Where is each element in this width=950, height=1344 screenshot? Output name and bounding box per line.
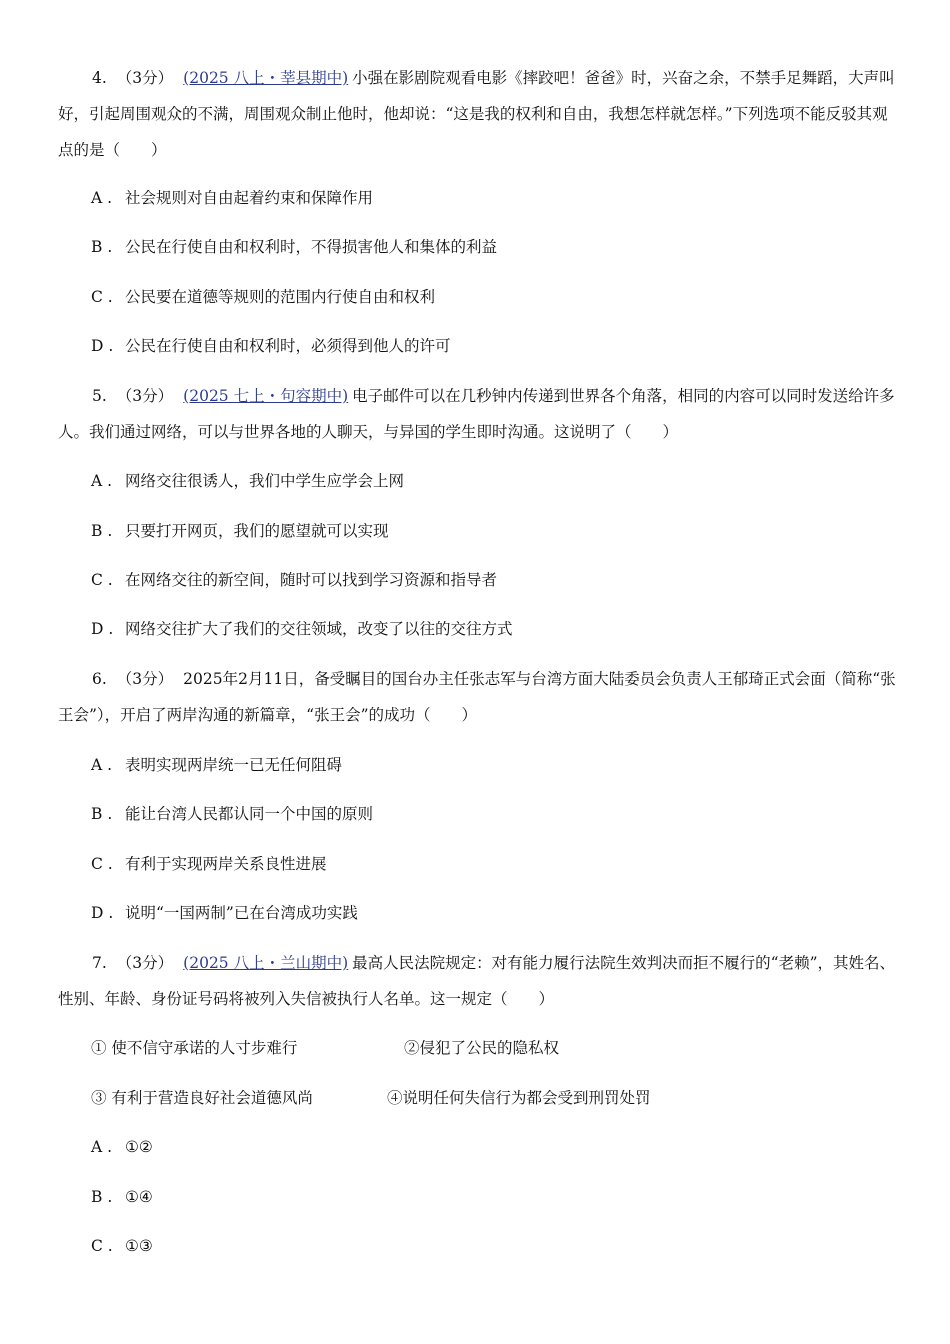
option-letter: B . [91,238,113,256]
option-text: ①② [125,1138,153,1156]
option-letter: B . [91,1188,113,1206]
statement-3: ③ 有利于营造良好社会道德风尚 [91,1089,313,1107]
option-c [91,286,435,308]
option-b [91,803,373,825]
question-6-stem [58,661,903,733]
option-letter: C . [91,288,113,306]
statement-row-1 [91,1037,559,1059]
option-letter: A . [91,189,113,207]
question-source-link[interactable]: (2025 八上・莘县期中) [183,69,349,87]
option-text: 公民要在道德等规则的范围内行使自由和权利 [125,288,436,306]
option-a [91,1136,153,1158]
question-text: 电子邮件可以在几秒钟内传递到世界各个角落，相同的内容可以同时发送给许多人。我们通过网络，可以与世界各地的人聊天，与异国的学生即时沟通。这说明了（ ） [58,387,895,441]
option-text: 网络交往很诱人，我们中学生应学会上网 [125,472,405,490]
question-source-link[interactable]: (2025 八上・兰山期中) [183,954,349,972]
question-number: 5. [92,387,107,405]
question-number: 6. [92,670,107,688]
option-d [91,902,358,924]
option-letter: C . [91,1237,113,1255]
question-score: （3分） [116,670,174,688]
option-b [91,236,497,258]
option-letter: A . [91,472,113,490]
option-text: 表明实现两岸统一已无任何阻碍 [125,756,343,774]
option-text: 网络交往扩大了我们的交往领域，改变了以往的交往方式 [125,620,513,638]
statement-1: ① 使不信守承诺的人寸步难行 [91,1039,298,1057]
option-text: 说明“一国两制”已在台湾成功实践 [125,904,358,922]
option-text: ①④ [125,1188,153,1206]
option-a [91,187,373,209]
option-letter: D . [91,337,114,355]
option-letter: B . [91,805,113,823]
question-score: （3分） [116,954,174,972]
option-b [91,1186,153,1208]
statement-2: ②侵犯了公民的隐私权 [404,1039,560,1057]
option-a [91,470,404,492]
option-letter: C . [91,571,113,589]
option-d [91,618,513,640]
option-c [91,569,497,591]
question-5-stem [58,378,903,450]
option-text: 社会规则对自由起着约束和保障作用 [125,189,374,207]
question-source-link[interactable]: (2025 七上・句容期中) [183,387,349,405]
option-letter: A . [91,756,113,774]
question-score: （3分） [116,387,174,405]
option-d [91,335,451,357]
option-letter: C . [91,855,113,873]
question-score: （3分） [116,69,174,87]
question-text: 小强在影剧院观看电影《摔跤吧！爸爸》时，兴奋之余，不禁手足舞蹈，大声叫好，引起周围观众的不满，周围观众制止他时，他却说：“这是我的权利和自由，我想怎样就怎样。”下列选项不能反驳其观点的是（ ） [58,69,895,159]
option-text: 公民在行使自由和权利时，不得损害他人和集体的利益 [125,238,498,256]
option-b [91,520,389,542]
statement-4: ④说明任何失信行为都会受到刑罚处罚 [387,1089,651,1107]
question-number: 4. [92,69,107,87]
option-text: ①③ [125,1237,153,1255]
option-text: 公民在行使自由和权利时，必须得到他人的许可 [125,337,451,355]
question-4-stem [58,60,903,168]
statement-row-2 [91,1087,651,1109]
option-a [91,754,342,776]
question-text: 最高人民法院规定：对有能力履行法院生效判决而拒不履行的“老赖”，其姓名、性别、年龄、身份证号码将被列入失信被执行人名单。这一规定（ ） [58,954,895,1008]
option-text: 能让台湾人民都认同一个中国的原则 [125,805,374,823]
option-letter: D . [91,904,114,922]
option-c [91,1235,153,1257]
question-text: 2025年2月11日，备受瞩目的国台办主任张志军与台湾方面大陆委员会负责人王郁琦正式会面（简称“张王会”），开启了两岸沟通的新篇章，“张王会”的成功（ ） [58,670,896,724]
option-letter: B . [91,522,113,540]
option-text: 有利于实现两岸关系良性进展 [125,855,327,873]
option-letter: D . [91,620,114,638]
option-text: 在网络交往的新空间，随时可以找到学习资源和指导者 [125,571,498,589]
option-text: 只要打开网页，我们的愿望就可以实现 [125,522,389,540]
option-letter: A . [91,1138,113,1156]
question-number: 7. [92,954,107,972]
question-7-stem [58,945,903,1017]
option-c [91,853,327,875]
